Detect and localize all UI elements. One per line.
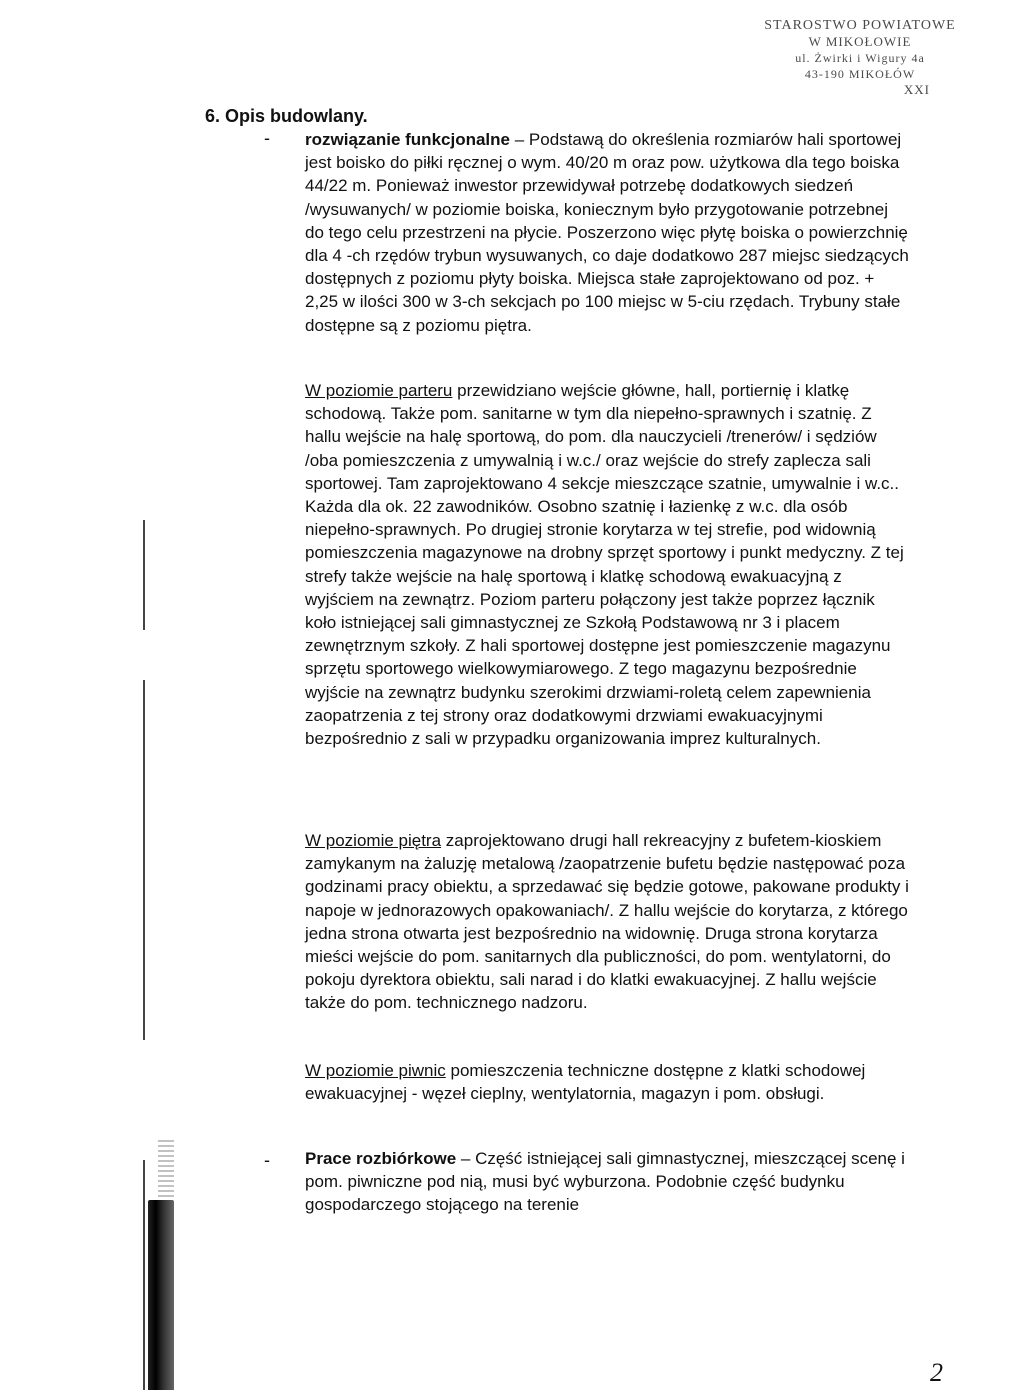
page-number: 2 xyxy=(930,1358,943,1387)
stamp-line-street: ul. Żwirki i Wigury 4a xyxy=(795,51,925,65)
scan-edge-mark xyxy=(143,1160,145,1390)
bullet-dash: - xyxy=(264,1150,270,1170)
paragraph-text: przewidziano wejście główne, hall, portiernię i klatkę schodową. Także pom. sanitarne w tym dla niepełno-sprawnych i szatnię. Z hallu wejście na halę sportową, do pom. dla nauczycieli /trenerów/ i sędziów /oba pomieszczenia z umywalnią i w.c./ oraz wejście do strefy zaplecza sali sportowej. Tam zaprojektowano 4 sekcje mieszczące szatnie, umywalnie i w.c.. Każda dla ok. 22 zawodników. Osobno szatnię i łazienkę z w.c. dla osób niepełno-sprawnych. Po drugiej stronie korytarza w tej strefie, pod widownią pomieszczenia magazynowe na drobny sprzęt sportowy i punkt medyczny. Z tej strefy także wejście na halę sportową i klatkę schodową ewakuacyjną z wyjściem na zewnątrz. Poziom parteru połączony jest także poprzez łącznik koło istniejącej sali gimnastycznej ze Szkołą Podstawową nr 3 i placem zewnętrznym szkoły. Z hali sportowej dostępne jest pomieszczenie magazynu sprzętu sportowego wielkowymiarowego. Z tego magazynu bezpośrednie wyjście na zewnątrz budynku szerokimi drzwiami-roletą celem zapewnienia zaopatrzenia z tej strony oraz dodatkowymi drzwiami ewakuacyjnymi bezpośrednio z sali w przypadku organizowania imprez kulturalnych. xyxy=(305,381,904,749)
paragraph-demolition xyxy=(305,1147,910,1217)
paragraph-text: pomieszczenia techniczne dostępne z klatki schodowej ewakuacyjnej - węzeł cieplny, wentylatornia, magazyn i pom. obsługi. xyxy=(305,1061,866,1104)
section-heading: 6. Opis budowlany. xyxy=(205,106,368,126)
stamp-line-city: W MIKOŁOWIE xyxy=(808,34,912,49)
paragraph-label: W poziomie piętra xyxy=(305,831,442,850)
paragraph-first-floor xyxy=(305,829,910,1015)
scan-noise xyxy=(158,1140,174,1200)
paragraph-label: rozwiązanie funkcjonalne xyxy=(305,130,510,149)
scan-edge-mark xyxy=(143,680,145,1040)
paragraph-text: – Podstawą do określenia rozmiarów hali sportowej jest boisko do piłki ręcznej o wym. 40/20 m oraz pow. użytkowa dla tego boiska 44/22 m. Ponieważ inwestor przewidywał potrzebę dodatkowych siedzeń /wysuwanych/ w poziomie boiska, koniecznym było przygotowanie potrzebnej do tego celu przestrzeni na płycie. Poszerzono więc płytę boiska o powierzchnię dla 4 -ch rzędów trybun wysuwanych, co daje dodatkowo 287 miejsc siedzących dostępnych z poziomu płyty boiska. Miejsca stałe zaprojektowano od poz. + 2,25 w ilości 300 w 3-ch sekcjach po 100 miejsc w 5-ciu rzędach. Trybuny stałe dostępne są z poziomu piętra. xyxy=(305,130,909,335)
paragraph-label: Prace rozbiórkowe xyxy=(305,1149,457,1168)
paragraph-ground-floor xyxy=(305,379,910,750)
scan-edge-mark xyxy=(143,520,145,630)
bullet-dash: - xyxy=(264,128,270,148)
paragraph-text: – Część istniejącej sali gimnastycznej, mieszczącej scenę i pom. piwniczne pod nią, musi być wyburzona. Podobnie część budynku gospodarczego stojącego na terenie xyxy=(305,1149,905,1215)
paragraph-functional-solution xyxy=(305,128,910,337)
office-stamp xyxy=(730,18,990,98)
paragraph-label: W poziomie parteru xyxy=(305,381,453,400)
paragraph-text: zaprojektowano drugi hall rekreacyjny z bufetem-kioskiem zamykanym na żaluzję metalową /zaopatrzenie bufetu będzie następować poza godzinami pracy obiektu, a sprzedawać się będzie gotowe, pakowane produkty i napoje w jednorazowych opakowaniach/. Z hallu wejście do korytarza, z którego jedna strona otwarta jest bezpośrednio na widownię. Druga strona korytarza mieści wejście do pom. sanitarnych dla publiczności, do pom. wentylatorni, do pokoju dyrektora obiektu, sali narad i do klatki ewakuacyjnej. Z hallu wejście także do pom. technicznego nadzoru. xyxy=(305,831,909,1013)
stamp-line-office: STAROSTWO POWIATOWE xyxy=(764,18,956,33)
paragraph-basement xyxy=(305,1059,910,1105)
stamp-line-postcode: 43-190 MIKOŁÓW xyxy=(804,67,916,81)
binding-shadow xyxy=(148,1200,174,1390)
paragraph-label: W poziomie piwnic xyxy=(305,1061,446,1080)
stamp-line-number: XXI xyxy=(903,82,930,97)
